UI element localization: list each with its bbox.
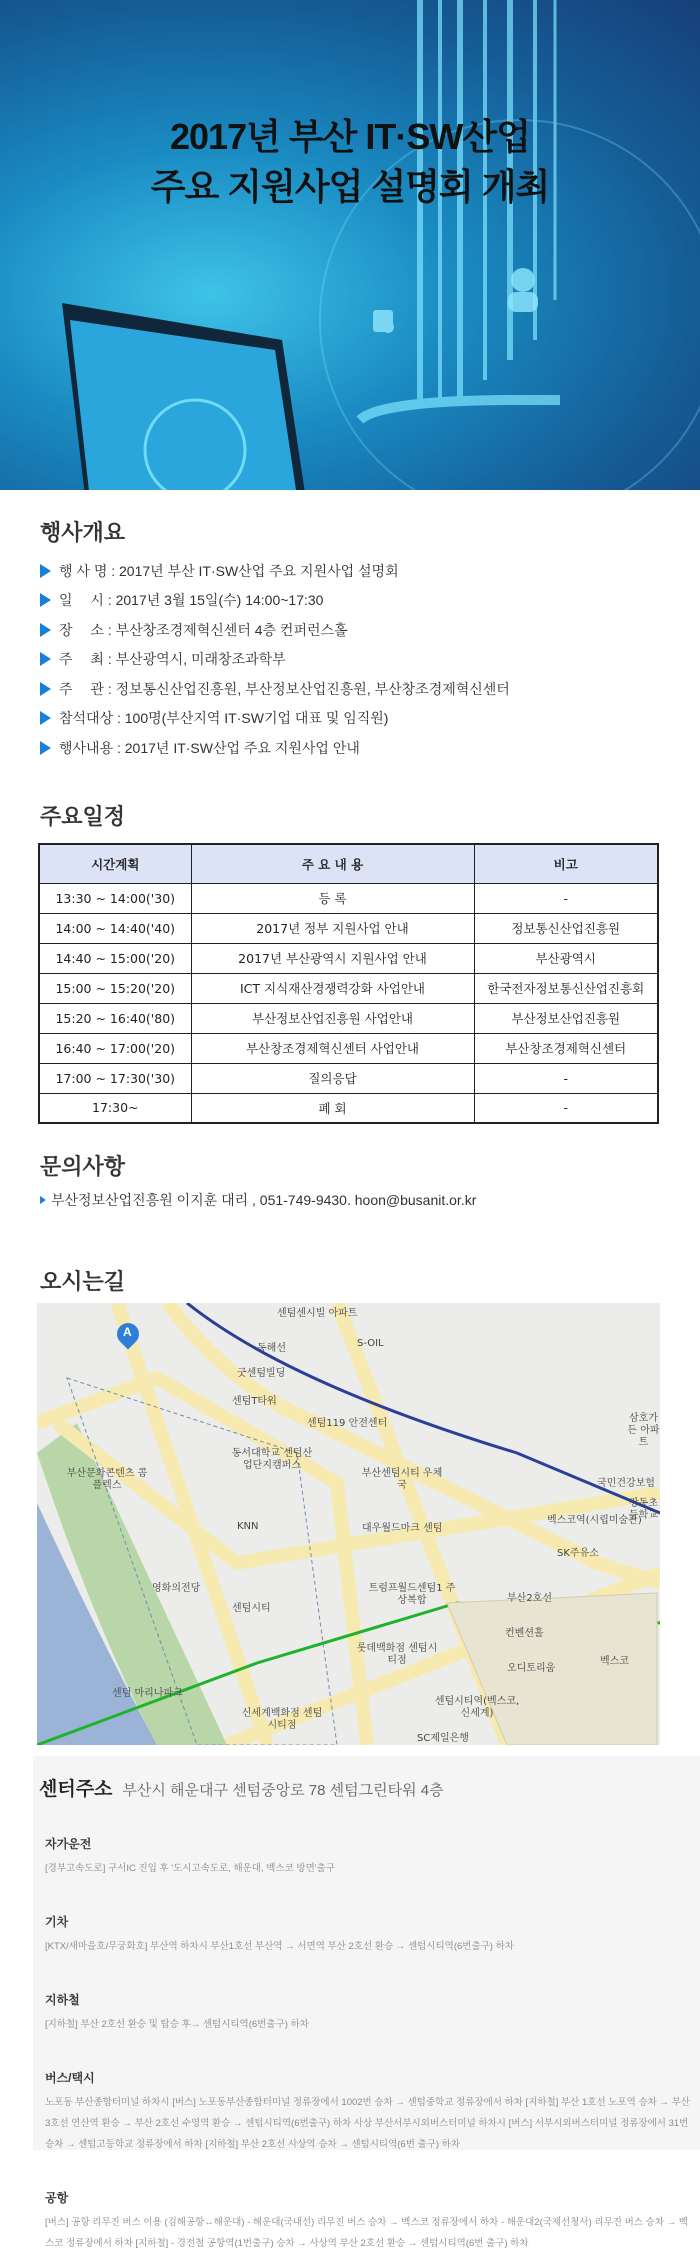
- table-cell: 부산광역시: [474, 943, 658, 973]
- table-cell: 부산창조경제혁신센터 사업안내: [191, 1033, 474, 1063]
- table-cell: 2017년 부산광역시 지원사업 안내: [191, 943, 474, 973]
- method-text: [지하철] 부산 2호선 환승 및 탑승 후→ 센텀시티역(6번출구) 하차: [45, 2019, 309, 2030]
- table-cell: -: [474, 1093, 658, 1123]
- column-header: 주 요 내 용: [191, 844, 474, 883]
- item-text: 일 시 : 2017년 3월 15일(수) 14:00~17:30: [59, 592, 324, 609]
- direction-method: [39, 2189, 694, 2254]
- item-text: 주 최 : 부산광역시, 미래창조과학부: [59, 651, 286, 668]
- table-cell: 부산정보산업진흥원 사업안내: [191, 1003, 474, 1033]
- table-row: [39, 1063, 658, 1093]
- table-cell: 한국전자정보통신산업진흥회: [474, 973, 658, 1003]
- map-label: 컨벤션홀: [505, 1628, 544, 1639]
- table-cell: ICT 지식재산경쟁력강화 사업안내: [191, 973, 474, 1003]
- table-cell: 13:30 ~ 14:00('30): [39, 883, 191, 913]
- table-cell: 부산정보산업진흥원: [474, 1003, 658, 1033]
- triangle-bullet-icon: [40, 711, 51, 725]
- method-title: 자가운전: [45, 1837, 92, 1851]
- table-cell: 2017년 정부 지원사업 안내: [191, 913, 474, 943]
- table-cell: 16:40 ~ 17:00('20): [39, 1033, 191, 1063]
- table-cell: 17:30~: [39, 1093, 191, 1123]
- table-cell: 정보통신산업진흥원: [474, 913, 658, 943]
- item-text: 행 사 명 : 2017년 부산 IT·SW산업 주요 지원사업 설명회: [59, 562, 399, 579]
- triangle-bullet-icon: [40, 741, 51, 755]
- item-text: 참석대상 : 100명(부산지역 IT·SW기업 대표 및 임직원): [59, 710, 389, 727]
- table-cell: 15:00 ~ 15:20('20): [39, 973, 191, 1003]
- location-map[interactable]: [37, 1303, 660, 1745]
- direction-method: [39, 2069, 694, 2155]
- address-label: 센터주소: [39, 1779, 113, 1800]
- map-label: 부산2호선: [507, 1593, 553, 1604]
- hero-banner: [0, 0, 700, 490]
- item-text: 장 소 : 부산창조경제혁신센터 4층 컨퍼런스홀: [59, 621, 348, 638]
- overview-heading: 행사개요: [40, 520, 126, 545]
- map-label: 센텀119 안전센터: [307, 1418, 388, 1429]
- table-row: [39, 913, 658, 943]
- list-item: [40, 645, 510, 675]
- table-cell: 14:40 ~ 15:00('20): [39, 943, 191, 973]
- method-text: [버스] 공항 리무진 버스 이용 (김해공항↔해운대) - 해운대(국내선) 리무진 버스 승차 → 벡스코 정류장에서 하차 - 해운대2(국제선청사) 리무진 버스 승차 → 벡스코 정류장에서 하차 [지하철] - 경전철 공항역(1번출구) 승차 → 사상역 부산 2호선 환승 → 센텀시티역(6번 출구) 하차: [45, 2217, 688, 2249]
- item-text: 행사내용 : 2017년 IT·SW산업 주요 지원사업 안내: [59, 739, 360, 756]
- table-row: [39, 1003, 658, 1033]
- address-panel: [33, 1756, 700, 2249]
- column-header: 비고: [474, 844, 658, 883]
- map-label: 동해선: [257, 1343, 286, 1354]
- map-label: KNN: [237, 1521, 259, 1532]
- map-label: 영화의전당: [152, 1583, 201, 1594]
- method-title: 공항: [45, 2191, 69, 2205]
- table-row: [39, 1093, 658, 1123]
- triangle-bullet-icon: [40, 623, 51, 637]
- map-label: 오디토리움: [507, 1663, 556, 1674]
- table-cell: 17:00 ~ 17:30('30): [39, 1063, 191, 1093]
- direction-method: [39, 1991, 694, 2035]
- table-cell: 등 록: [191, 883, 474, 913]
- method-title: 지하철: [45, 1993, 80, 2007]
- map-label: SK주유소: [557, 1548, 599, 1559]
- triangle-bullet-icon: [40, 652, 51, 666]
- map-label: 삼호가든 아파트: [627, 1413, 660, 1448]
- schedule-table: [38, 843, 659, 1124]
- map-label: 센텀T타워: [232, 1396, 277, 1407]
- schedule-heading: 주요일정: [40, 804, 126, 829]
- table-row: [39, 1033, 658, 1063]
- map-label: 벡스코: [600, 1656, 629, 1667]
- triangle-bullet-icon: [40, 1196, 46, 1204]
- map-label: 부산센텀시티 우체국: [361, 1468, 443, 1491]
- list-item: [40, 615, 510, 645]
- hero-illustration: [0, 0, 700, 490]
- map-label: 신세계백화점 센텀시티점: [241, 1708, 323, 1731]
- list-item: [40, 586, 510, 616]
- map-label: 트럼프월드센텀1 주상복합: [368, 1583, 456, 1606]
- table-cell: 질의응답: [191, 1063, 474, 1093]
- direction-method: [39, 1835, 694, 1879]
- map-label: 부산문화콘텐츠 콤플렉스: [66, 1468, 148, 1491]
- list-item: [40, 674, 510, 704]
- table-cell: 폐 회: [191, 1093, 474, 1123]
- map-label: SC제일은행: [417, 1733, 469, 1744]
- map-label: 동서대학교 센텀산업단지캠퍼스: [231, 1448, 313, 1471]
- list-item: [40, 733, 510, 763]
- triangle-bullet-icon: [40, 564, 51, 578]
- map-label: 롯데백화점 센텀시티점: [356, 1643, 438, 1666]
- map-label: 센텀시티: [232, 1603, 271, 1614]
- direction-method: [39, 1913, 694, 1957]
- column-header: 시간계획: [39, 844, 191, 883]
- table-header-row: [39, 844, 658, 883]
- list-item: [40, 556, 510, 586]
- list-item: [40, 704, 510, 734]
- table-cell: -: [474, 883, 658, 913]
- method-title: 기차: [45, 1915, 69, 1929]
- map-label: 국민건강보험: [597, 1478, 655, 1489]
- map-label: 굿센텀빌딩: [237, 1368, 286, 1379]
- contact-heading: 문의사항: [40, 1154, 126, 1179]
- triangle-bullet-icon: [40, 593, 51, 607]
- table-row: [39, 883, 658, 913]
- directions-heading: 오시는길: [40, 1269, 126, 1294]
- table-row: [39, 943, 658, 973]
- address-text: 부산시 해운대구 센텀중앙로 78 센텀그린타워 4층: [122, 1782, 444, 1799]
- map-label: S-OIL: [357, 1338, 384, 1349]
- map-label: 벡스코역(시립미술관): [547, 1515, 642, 1526]
- table-cell: 14:00 ~ 14:40('40): [39, 913, 191, 943]
- map-label: 센텀시티역(벡스코,신세계): [434, 1696, 520, 1719]
- table-cell: -: [474, 1063, 658, 1093]
- map-label: 강동초등학교: [629, 1498, 658, 1521]
- contact-info: [40, 1190, 476, 1210]
- method-title: 버스/택시: [45, 2071, 95, 2085]
- contact-text: 부산정보산업진흥원 이지훈 대리 , 051-749-9430. hoon@busanit.or.kr: [51, 1192, 477, 1208]
- item-text: 주 관 : 정보통신산업진흥원, 부산정보산업진흥원, 부산창조경제혁신센터: [59, 680, 510, 697]
- table-row: [39, 973, 658, 1003]
- map-label: 센텀센시빌 아파트: [277, 1308, 358, 1319]
- overview-list: [40, 556, 510, 763]
- table-cell: 15:20 ~ 16:40('80): [39, 1003, 191, 1033]
- triangle-bullet-icon: [40, 682, 51, 696]
- hero-title: 2017년 부산 IT·SW산업 주요 지원사업 설명회 개최: [150, 116, 550, 207]
- map-label: 대우월드마크 센텀: [362, 1523, 443, 1534]
- method-text: [경부고속도로] 구서IC 진입 후 '도시고속도로, 해운대, 벡스코 방면'출구: [45, 1863, 335, 1874]
- method-text: 노포동 부산종합터미널 하차시 [버스] 노포동부산종합터미널 정류장에서 1002번 승차 → 센텀중학교 정류장에서 하차 [지하철] 부산 1호선 노포역 승차 → 부산 3호선 연산역 환승 → 부산 2호선 수영역 환승 → 센텀시티역(6번출구) 하차 사상 부산서부시외버스터미널 하차시 [버스] 서부시외버스터미널 정류장에서 31번 승차 → 센텀고등학교 정류장에서 하차 [지하철] 부산 2호선 사상역 승차 → 센텀시티역(6번 출구) 하차: [45, 2097, 690, 2150]
- method-text: [KTX/새마을호/무궁화호] 부산역 하차시 부산1호선 부산역 → 서면역 부산 2호선 환승 → 센텀시티역(6번출구) 하차: [45, 1941, 514, 1952]
- marker-label: A: [123, 1325, 132, 1339]
- address-title: [39, 1774, 694, 1801]
- table-cell: 부산창조경제혁신센터: [474, 1033, 658, 1063]
- map-label: 센텀 마리나파크: [112, 1688, 183, 1699]
